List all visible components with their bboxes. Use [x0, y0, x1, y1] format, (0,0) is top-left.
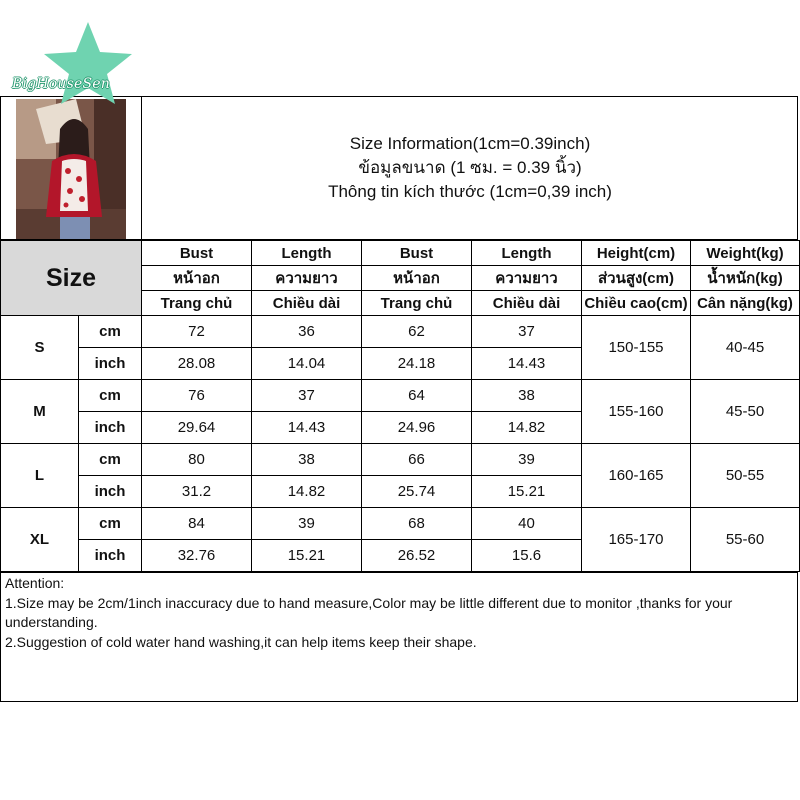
- unit-inch: inch: [79, 412, 142, 444]
- cell-value: 37: [472, 316, 582, 348]
- cell-value: 68: [362, 508, 472, 540]
- attention-note-2: 2.Suggestion of cold water hand washing,it can help items keep their shape.: [5, 633, 477, 650]
- size-header: Size: [1, 241, 142, 316]
- title-english: Size Information(1cm=0.39inch): [349, 134, 591, 153]
- size-code: S: [1, 316, 79, 380]
- cell-value: 40: [472, 508, 582, 540]
- cell-value: 14.04: [252, 348, 362, 380]
- cell-value: 31.2: [142, 476, 252, 508]
- cell-value: 64: [362, 380, 472, 412]
- header-height-en: Height(cm): [582, 241, 691, 266]
- header-height-th: ส่วนสูง(cm): [582, 266, 691, 291]
- cell-value: 32.76: [142, 540, 252, 572]
- size-info-title: [142, 96, 798, 240]
- cell-value: 72: [142, 316, 252, 348]
- brand-star-logo: [8, 18, 158, 108]
- weight-range: 45-50: [691, 380, 800, 444]
- height-range: 160-165: [582, 444, 691, 508]
- brand-name: BigHouseSen: [12, 76, 110, 92]
- cell-value: 26.52: [362, 540, 472, 572]
- title-vietnamese: Thông tin kích thước (1cm=0,39 inch): [328, 182, 612, 201]
- cell-value: 25.74: [362, 476, 472, 508]
- cell-value: 15.21: [472, 476, 582, 508]
- weight-range: 55-60: [691, 508, 800, 572]
- cell-value: 14.82: [472, 412, 582, 444]
- header-length-en: Length: [472, 241, 582, 266]
- header-length-vi: Chiều dài: [252, 291, 362, 316]
- header-length-th: ความยาว: [252, 266, 362, 291]
- cell-value: 66: [362, 444, 472, 476]
- size-code: XL: [1, 508, 79, 572]
- cell-value: 14.82: [252, 476, 362, 508]
- unit-cm: cm: [79, 316, 142, 348]
- table-row: [1, 380, 800, 412]
- unit-cm: cm: [79, 444, 142, 476]
- unit-inch: inch: [79, 476, 142, 508]
- header-bust-th: หน้าอก: [142, 266, 252, 291]
- cell-value: 84: [142, 508, 252, 540]
- height-range: 155-160: [582, 380, 691, 444]
- cell-value: 76: [142, 380, 252, 412]
- weight-range: 40-45: [691, 316, 800, 380]
- cell-value: 15.21: [252, 540, 362, 572]
- height-range: 150-155: [582, 316, 691, 380]
- header-length-vi: Chiều dài: [472, 291, 582, 316]
- unit-inch: inch: [79, 348, 142, 380]
- cell-value: 15.6: [472, 540, 582, 572]
- cell-value: 24.96: [362, 412, 472, 444]
- cell-value: 14.43: [472, 348, 582, 380]
- table-row: [1, 444, 800, 476]
- header-height-vi: Chiều cao(cm): [582, 291, 691, 316]
- title-thai: ข้อมูลขนาด (1 ซม. = 0.39 นิ้ว): [358, 158, 582, 177]
- cell-value: 39: [472, 444, 582, 476]
- header-bust-th: หน้าอก: [362, 266, 472, 291]
- header-weight-th: น้ำหนัก(kg): [691, 266, 800, 291]
- size-code: L: [1, 444, 79, 508]
- unit-inch: inch: [79, 540, 142, 572]
- header-weight-vi: Cân nặng(kg): [691, 291, 800, 316]
- size-table: [0, 240, 800, 572]
- header-length-en: Length: [252, 241, 362, 266]
- cell-value: 39: [252, 508, 362, 540]
- weight-range: 50-55: [691, 444, 800, 508]
- header-bust-vi: Trang chủ: [142, 291, 252, 316]
- cell-value: 36: [252, 316, 362, 348]
- cell-value: 38: [472, 380, 582, 412]
- unit-cm: cm: [79, 380, 142, 412]
- cell-value: 38: [252, 444, 362, 476]
- cell-value: 24.18: [362, 348, 472, 380]
- cell-value: 37: [252, 380, 362, 412]
- cell-value: 29.64: [142, 412, 252, 444]
- header-weight-en: Weight(kg): [691, 241, 800, 266]
- height-range: 165-170: [582, 508, 691, 572]
- attention-box: [0, 572, 798, 702]
- header-bust-en: Bust: [142, 241, 252, 266]
- header-length-th: ความยาว: [472, 266, 582, 291]
- header-bust-en: Bust: [362, 241, 472, 266]
- cell-value: 80: [142, 444, 252, 476]
- table-row: [1, 316, 800, 348]
- table-row: [1, 508, 800, 540]
- unit-cm: cm: [79, 508, 142, 540]
- product-photo: [16, 99, 126, 239]
- size-code: M: [1, 380, 79, 444]
- cell-value: 28.08: [142, 348, 252, 380]
- attention-title: Attention:: [5, 575, 65, 591]
- cell-value: 62: [362, 316, 472, 348]
- header-bust-vi: Trang chủ: [362, 291, 472, 316]
- cell-value: 14.43: [252, 412, 362, 444]
- attention-note-1: 1.Size may be 2cm/1inch inaccuracy due to hand measure,Color may be little different due to monitor ,thanks for your understanding.: [5, 594, 733, 630]
